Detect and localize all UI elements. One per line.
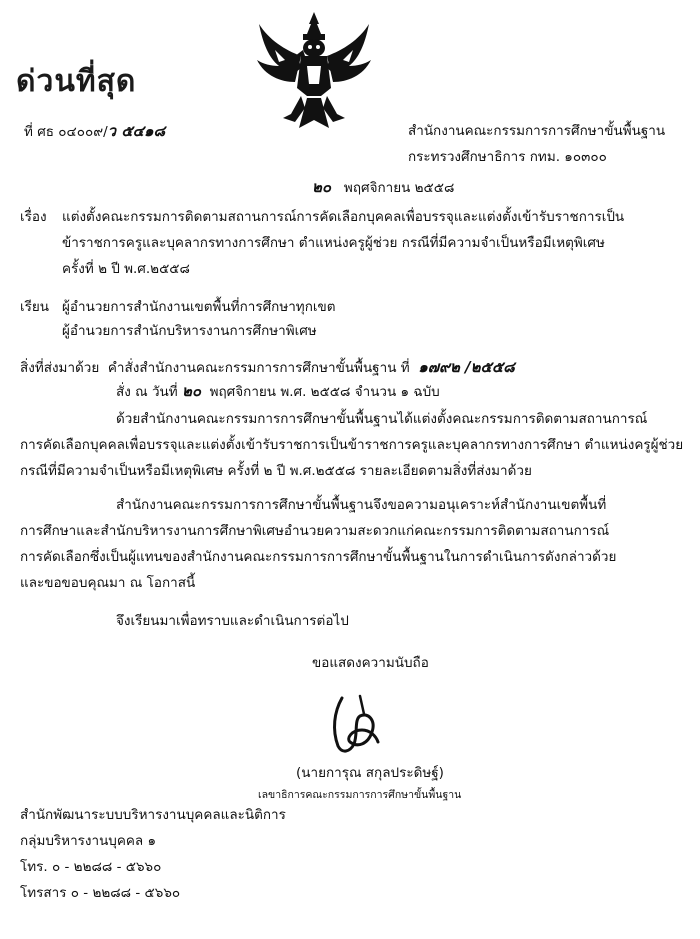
date-day: ๒๐ xyxy=(312,178,332,196)
subject-line-1: แต่งตั้งคณะกรรมการติดตามสถานการณ์การคัดเลือกบุคคลเพื่อบรรจุและแต่งตั้งเข้ารับราชการเป็น xyxy=(62,209,625,225)
enclosure-line-1 xyxy=(20,358,515,377)
enclosure-date-rest: พฤศจิกายน พ.ศ. ๒๕๕๘ จำนวน ๑ ฉบับ xyxy=(209,384,440,400)
signature xyxy=(320,690,390,760)
body-p1-line-3: กรณีที่มีความจำเป็นหรือมีเหตุพิเศษ ครั้งที่ ๒ ปี พ.ศ.๒๕๕๘ รายละเอียดตามสิ่งที่ส่งมาด้วย xyxy=(20,463,532,479)
footer-telephone: โทร. ๐ - ๒๒๘๘ - ๕๖๖๐ xyxy=(20,859,162,875)
body-p3: จึงเรียนมาเพื่อทราบและดำเนินการต่อไป xyxy=(116,613,349,629)
footer-group: กลุ่มบริหารงานบุคคล ๑ xyxy=(20,833,157,849)
recipient-2: ผู้อำนวยการสำนักบริหารงานการศึกษาพิเศษ xyxy=(62,323,317,339)
enclosure-date-day: ๒๐ xyxy=(181,382,201,400)
recipient-1: ผู้อำนวยการสำนักงานเขตพื้นที่การศึกษาทุกเขต xyxy=(62,299,336,315)
enclosure-text: คำสั่งสำนักงานคณะกรรมการการศึกษาขั้นพื้นฐาน ที่ xyxy=(107,360,410,376)
body-p1-line-2: การคัดเลือกบุคคลเพื่อบรรจุและแต่งตั้งเข้ารับราชการเป็นข้าราชการครูและบุคลากรทางการศึกษา ตำแหน่งครูผู้ช่วย xyxy=(20,437,684,453)
issuing-office: สำนักงานคณะกรรมการการศึกษาขั้นพื้นฐาน xyxy=(408,123,666,139)
closing-salutation: ขอแสดงความนับถือ xyxy=(312,655,429,671)
subject-label: เรื่อง xyxy=(20,209,47,225)
document-date xyxy=(312,178,454,197)
body-p2-line-3: การคัดเลือกซึ่งเป็นผู้แทนของสำนักงานคณะกรรมการการศึกษาขั้นพื้นฐานในการดำเนินการดังกล่าวด้วย xyxy=(20,549,617,565)
subject-line-2: ข้าราชการครูและบุคลากรทางการศึกษา ตำแหน่งครูผู้ช่วย กรณีที่มีความจำเป็นหรือมีเหตุพิเศษ xyxy=(62,235,605,251)
reference-prefix: ที่ ศธ ๐๔๐๐๙/ xyxy=(24,124,108,140)
document-reference xyxy=(24,122,165,141)
signer-title: เลขาธิการคณะกรรมการการศึกษาขั้นพื้นฐาน xyxy=(258,789,462,801)
issuing-ministry: กระทรวงศึกษาธิการ กทม. ๑๐๓๐๐ xyxy=(408,149,607,165)
footer-department: สำนักพัฒนาระบบบริหารงานบุคคลและนิติการ xyxy=(20,807,286,823)
enclosure-date-prefix: สั่ง ณ วันที่ xyxy=(116,384,178,400)
signer-name: (นายการุณ สกุลประดิษฐ์) xyxy=(296,765,444,781)
body-p2-line-1: สำนักงานคณะกรรมการการศึกษาขั้นพื้นฐานจึงขอความอนุเคราะห์สำนักงานเขตพื้นที่ xyxy=(116,497,607,513)
footer-fax: โทรสาร ๐ - ๒๒๘๘ - ๕๖๖๐ xyxy=(20,885,181,901)
recipients-label: เรียน xyxy=(20,299,50,315)
enclosure-line-2 xyxy=(116,382,440,401)
urgency-stamp: ด่วนที่สุด xyxy=(16,64,137,99)
body-p1-line-1: ด้วยสำนักงานคณะกรรมการการศึกษาขั้นพื้นฐานได้แต่งตั้งคณะกรรมการติดตามสถานการณ์ xyxy=(116,411,648,427)
garuda-emblem-icon xyxy=(255,10,373,132)
reference-number: ว ๕๔๑๘ xyxy=(107,122,166,140)
subject-line-3: ครั้งที่ ๒ ปี พ.ศ.๒๕๕๘ xyxy=(62,261,190,277)
body-p2-line-2: การศึกษาและสำนักบริหารงานการศึกษาพิเศษอำนวยความสะดวกแก่คณะกรรมการติดตามสถานการณ์ xyxy=(20,523,610,539)
date-month-year: พฤศจิกายน ๒๕๕๘ xyxy=(343,180,455,196)
enclosure-order-number: ๑๗๙๒ /๒๕๕๘ xyxy=(418,358,515,376)
body-p2-line-4: และขอขอบคุณมา ณ โอกาสนี้ xyxy=(20,575,196,591)
enclosure-label: สิ่งที่ส่งมาด้วย xyxy=(20,360,100,376)
